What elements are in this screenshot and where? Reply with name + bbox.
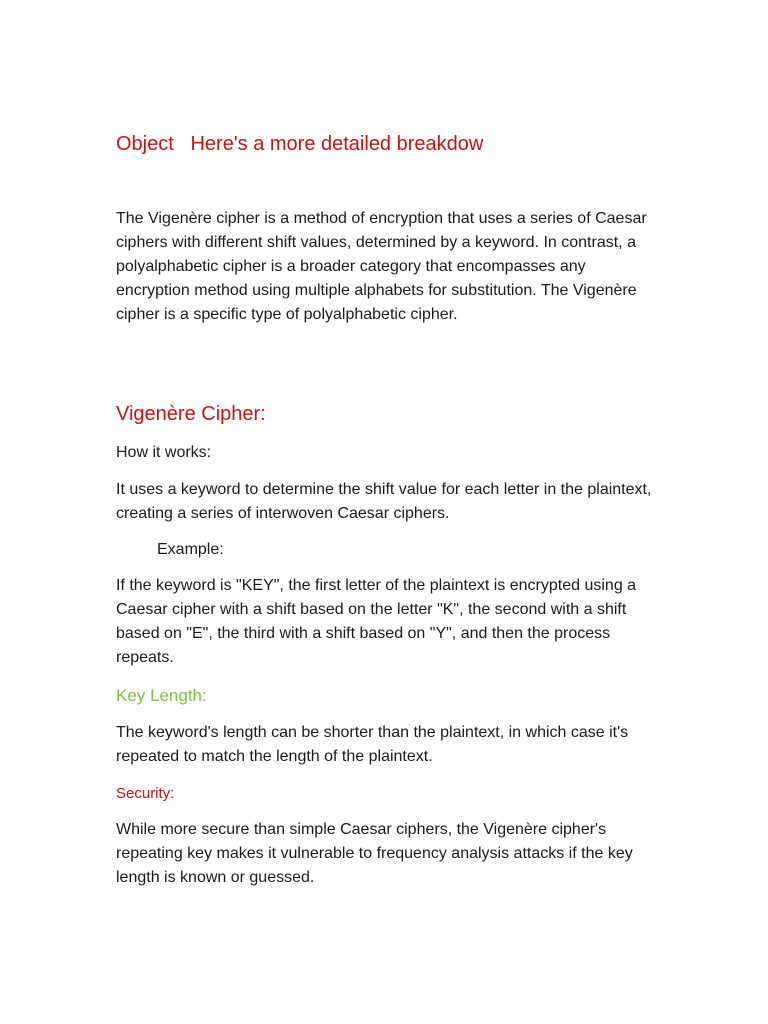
security-paragraph: While more secure than simple Caesar ciphers, the Vigenère cipher's repeating key makes it vulnerable to frequency analysis attacks if the key length is known or guessed. (116, 821, 633, 886)
key-length-heading: Key Length: (116, 686, 207, 705)
example-label: Example: (157, 541, 224, 558)
how-it-works-label: How it works: (116, 444, 212, 461)
key-length-paragraph: The keyword's length can be shorter than the plaintext, in which case it's repeated to match the length of the plaintext. (116, 724, 629, 765)
example-paragraph: If the keyword is "KEY", the first letter of the plaintext is encrypted using a Caesar cipher with a shift based on the letter "K", the second with a shift based on "E", the third with a shift based on "Y", and then the process repeats. (116, 577, 637, 666)
document-title: Object Here's a more detailed breakdow (116, 133, 484, 155)
how-it-works-paragraph: It uses a keyword to determine the shift value for each letter in the plaintext, creating a series of interwoven Caesar ciphers. (116, 481, 652, 522)
security-heading: Security: (116, 785, 175, 802)
vigenere-heading: Vigenère Cipher: (116, 403, 266, 425)
intro-paragraph: The Vigenère cipher is a method of encryption that uses a series of Caesar ciphers with different shift values, determined by a keyword. In contrast, a polyalphabetic cipher is a broader category that encompasses any encryption method using multiple alphabets for substitution. The Vigenère cipher is a specific type of polyalphabetic cipher. (116, 210, 647, 323)
